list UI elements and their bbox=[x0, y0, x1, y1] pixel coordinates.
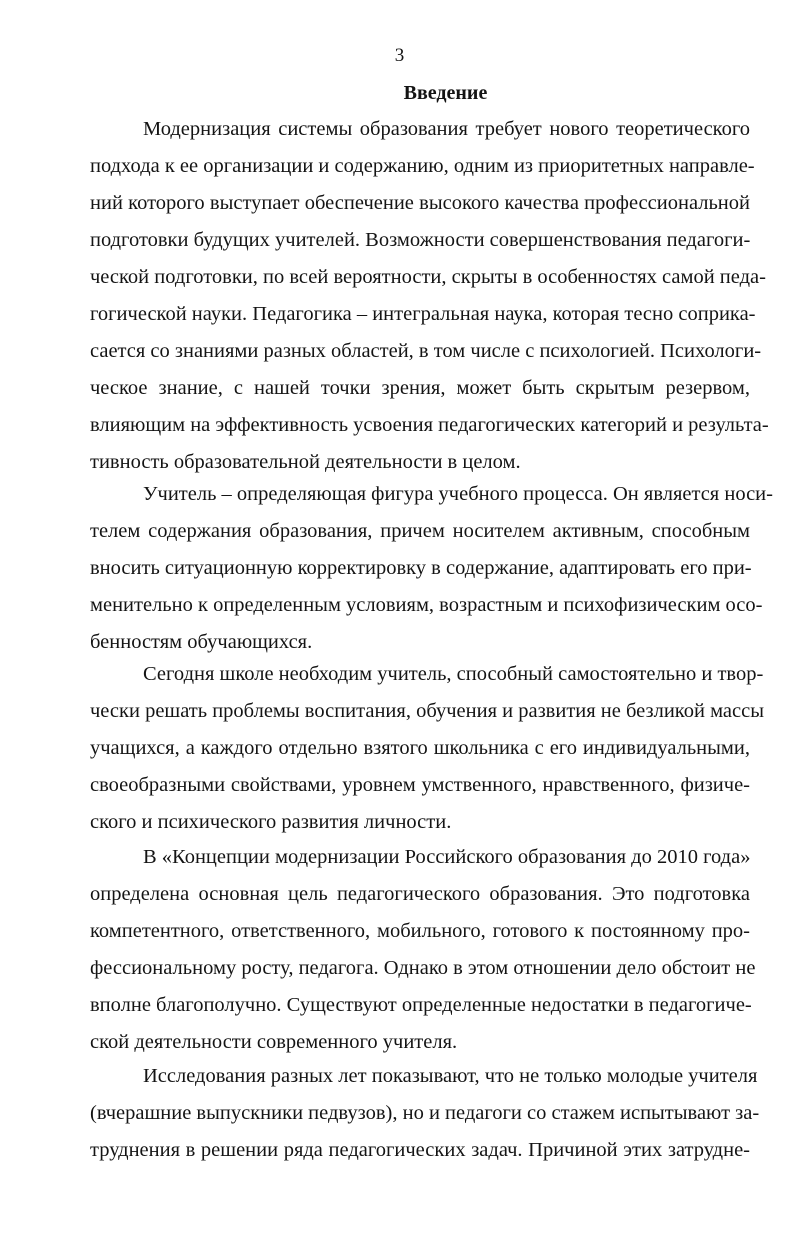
text-line: тивность образовательной деятельности в целом. bbox=[90, 451, 521, 473]
text-line: ского и психического развития личности. bbox=[90, 811, 452, 833]
text-line: телем содержания образования, причем носителем активным, способным bbox=[90, 520, 750, 542]
text-line: сается со знаниями разных областей, в том числе с психологией. Психологи- bbox=[90, 340, 762, 362]
text-line: учащихся, а каждого отдельно взятого школьника с его индивидуальными, bbox=[90, 737, 750, 759]
text-line: гогической науки. Педагогика – интегральная наука, которая тесно соприка- bbox=[90, 303, 756, 325]
text-line: В «Концепции модернизации Российского образования до 2010 года» bbox=[143, 846, 751, 868]
text-line: менительно к определенным условиям, возрастным и психофизическим осо- bbox=[90, 594, 763, 616]
text-line: ний которого выступает обеспечение высокого качества профессиональной bbox=[90, 192, 750, 214]
text-line: влияющим на эффективность усвоения педагогических категорий и результа- bbox=[90, 414, 769, 436]
text-line: Учитель – определяющая фигура учебного процесса. Он является носи- bbox=[143, 483, 773, 505]
text-line: труднения в решении ряда педагогических задач. Причиной этих затрудне- bbox=[90, 1139, 750, 1161]
text-line: чески решать проблемы воспитания, обучения и развития не безликой массы bbox=[90, 700, 764, 722]
text-line: бенностям обучающихся. bbox=[90, 631, 313, 653]
text-line: (вчерашние выпускники педвузов), но и педагоги со стажем испытывают за- bbox=[90, 1102, 760, 1124]
text-line: определена основная цель педагогического образования. Это подготовка bbox=[90, 883, 750, 905]
text-line: своеобразными свойствами, уровнем умственного, нравственного, физиче- bbox=[90, 774, 750, 796]
text-line: подготовки будущих учителей. Возможности совершенствования педагоги- bbox=[90, 229, 751, 251]
text-line: ческое знание, с нашей точки зрения, может быть скрытым резервом, bbox=[90, 377, 750, 399]
text-line: Сегодня школе необходим учитель, способный самостоятельно и твор- bbox=[143, 663, 764, 685]
text-line: компетентного, ответственного, мобильного, готового к постоянному про- bbox=[90, 920, 750, 942]
text-line: Исследования разных лет показывают, что не только молодые учителя bbox=[143, 1065, 758, 1087]
text-line: ческой подготовки, по всей вероятности, скрыты в особенностях самой педа- bbox=[90, 266, 766, 288]
page-number: 3 bbox=[394, 45, 405, 66]
text-line: фессиональному росту, педагога. Однако в этом отношении дело обстоит не bbox=[90, 957, 756, 979]
text-line: вполне благополучно. Существуют определенные недостатки в педагогиче- bbox=[90, 994, 752, 1016]
text-line: подхода к ее организации и содержанию, одним из приоритетных направле- bbox=[90, 155, 755, 177]
text-line: Модернизация системы образования требует нового теоретического bbox=[143, 118, 750, 140]
section-heading: Введение bbox=[403, 82, 488, 104]
text-line: ской деятельности современного учителя. bbox=[90, 1031, 458, 1053]
text-line: вносить ситуационную корректировку в содержание, адаптировать его при- bbox=[90, 557, 752, 579]
